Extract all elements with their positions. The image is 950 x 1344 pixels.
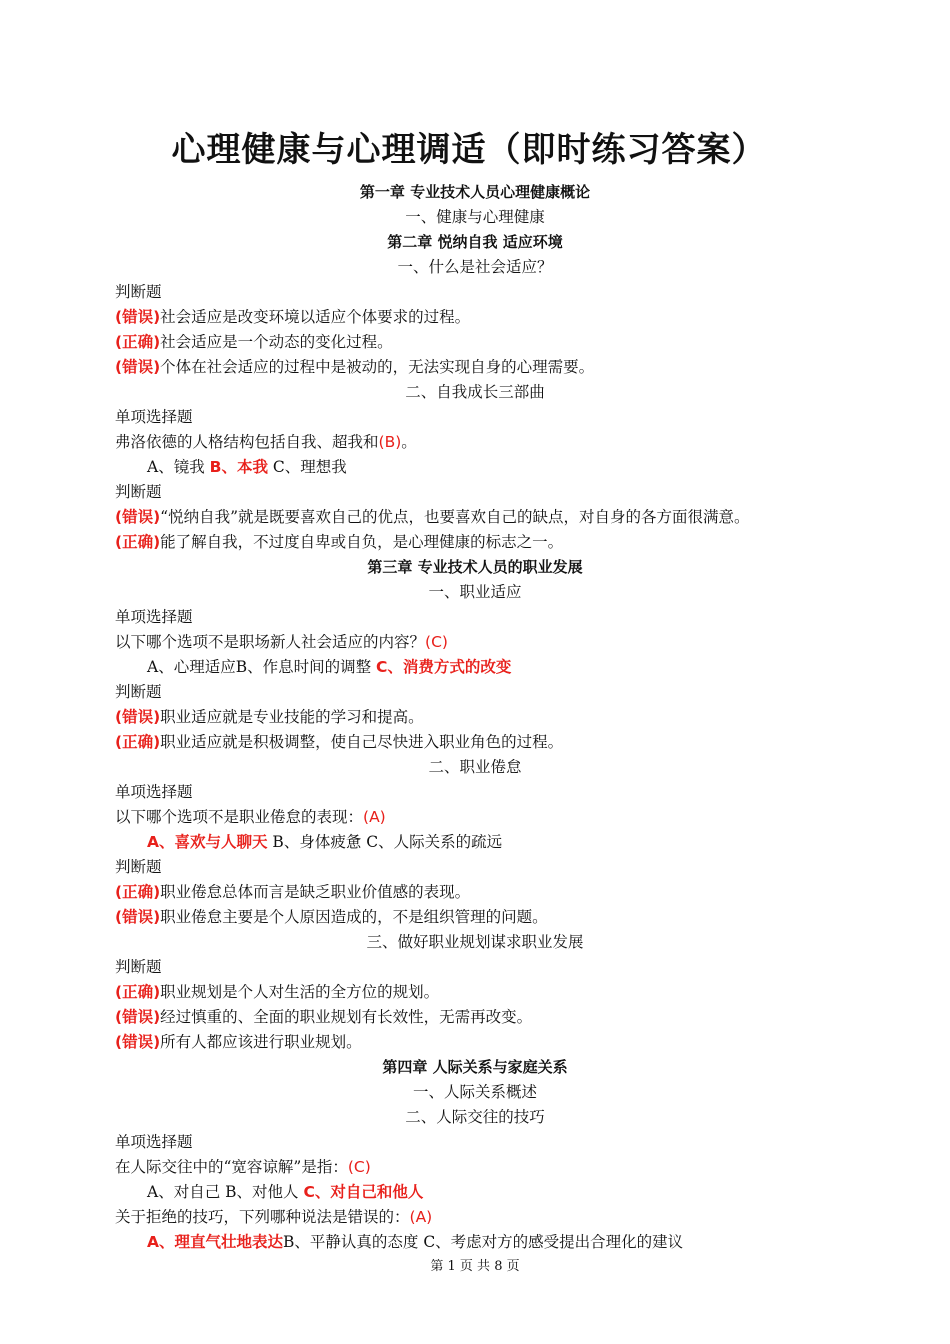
true-false-item <box>115 530 835 555</box>
chapter-2-heading: 第二章 悦纳自我 适应环境 <box>387 233 563 251</box>
page-footer: 第 1 页 共 8 页 <box>430 1259 520 1274</box>
statement-text: 能了解自我，不过度自卑或自负，是心理健康的标志之一。 <box>160 533 564 551</box>
choice-options <box>115 455 835 480</box>
section-heading: 二、自我成长三部曲 <box>405 383 545 401</box>
true-false-item <box>115 705 835 730</box>
choice-question <box>115 630 835 655</box>
choice-options <box>115 1230 835 1255</box>
section-heading: 二、人际交往的技巧 <box>405 1108 545 1126</box>
true-false-item <box>115 730 835 755</box>
statement-text: “悦纳自我”就是既要喜欢自己的优点，也要喜欢自己的缺点，对自身的各方面很满意。 <box>160 508 750 526</box>
question-text: 以下哪个选项不是职场新人社会适应的内容？ <box>115 633 426 651</box>
answer-mark: (C) <box>425 633 448 651</box>
question-text: 以下哪个选项不是职业倦怠的表现： <box>115 808 364 826</box>
answer-mark: (错误) <box>115 908 161 926</box>
statement-text: 职业倦怠主要是个人原因造成的，不是组织管理的问题。 <box>160 908 548 926</box>
question-text: 在人际交往中的“宽容谅解”是指： <box>115 1158 348 1176</box>
true-false-item <box>115 330 835 355</box>
choice-question <box>115 430 835 455</box>
statement-text: 职业适应就是积极调整，使自己尽快进入职业角色的过程。 <box>160 733 564 751</box>
true-false-item <box>115 880 835 905</box>
statement-text: 职业适应就是专业技能的学习和提高。 <box>160 708 424 726</box>
section-heading: 三、做好职业规划谋求职业发展 <box>366 933 584 951</box>
option-correct: C、消费方式的改变 <box>376 658 512 676</box>
answer-mark: (正确) <box>115 733 161 751</box>
question-type-label: 单项选择题 <box>115 783 193 801</box>
statement-text: 职业规划是个人对生活的全方位的规划。 <box>160 983 440 1001</box>
option-correct: A、理直气壮地表达 <box>147 1233 283 1251</box>
true-false-item <box>115 355 835 380</box>
option-correct: B、本我 <box>209 458 268 476</box>
option-ab: A、心理适应B、作息时间的调整 <box>147 658 377 676</box>
true-false-item <box>115 1005 835 1030</box>
statement-text: 所有人都应该进行职业规划。 <box>160 1033 362 1051</box>
answer-mark: (错误) <box>115 308 161 326</box>
answer-mark: (A) <box>409 1208 433 1226</box>
statement-text: 职业倦怠总体而言是缺乏职业价值感的表现。 <box>160 883 471 901</box>
section-heading: 一、什么是社会适应？ <box>397 258 553 276</box>
question-type-label: 判断题 <box>115 483 162 501</box>
true-false-item <box>115 905 835 930</box>
option-c: C、理想我 <box>267 458 347 476</box>
answer-mark: (错误) <box>115 1033 161 1051</box>
option-correct: A、喜欢与人聊天 <box>147 833 268 851</box>
question-type-label: 单项选择题 <box>115 608 193 626</box>
choice-question <box>115 1155 835 1180</box>
question-type-label: 判断题 <box>115 858 162 876</box>
section-heading: 二、职业倦怠 <box>428 758 522 776</box>
question-type-label: 单项选择题 <box>115 408 193 426</box>
question-text: 关于拒绝的技巧，下列哪种说法是错误的： <box>115 1208 410 1226</box>
statement-text: 经过慎重的、全面的职业规划有长效性，无需再改变。 <box>160 1008 533 1026</box>
option-a: A、镜我 <box>147 458 210 476</box>
option-correct: C、对自己和他人 <box>303 1183 424 1201</box>
choice-options <box>115 830 835 855</box>
answer-mark: (正确) <box>115 983 161 1001</box>
answer-mark: (错误) <box>115 1008 161 1026</box>
option-bc: B、平静认真的态度 C、考虑对方的感受提出合理化的建议 <box>283 1233 684 1251</box>
option-ab: A、对自己 B、对他人 <box>147 1183 304 1201</box>
choice-question <box>115 805 835 830</box>
answer-mark: (正确) <box>115 533 161 551</box>
question-type-label: 判断题 <box>115 958 162 976</box>
section-heading: 一、职业适应 <box>428 583 522 601</box>
section-heading: 一、健康与心理健康 <box>405 208 545 226</box>
section-heading: 一、人际关系概述 <box>412 1083 537 1101</box>
answer-mark: (C) <box>347 1158 371 1176</box>
true-false-item <box>115 505 835 530</box>
answer-mark: (正确) <box>115 333 161 351</box>
chapter-1-heading: 第一章 专业技术人员心理健康概论 <box>359 183 591 201</box>
answer-mark: (A) <box>363 808 386 826</box>
answer-mark: (B) <box>378 433 402 451</box>
true-false-item <box>115 1030 835 1055</box>
option-bc: B、身体疲惫 C、人际关系的疏远 <box>267 833 503 851</box>
document-title: 心理健康与心理调适（即时练习答案） <box>171 130 767 170</box>
answer-mark: (正确) <box>115 883 161 901</box>
statement-text: 社会适应是改变环境以适应个体要求的过程。 <box>160 308 471 326</box>
question-end: 。 <box>401 433 417 451</box>
statement-text: 社会适应是一个动态的变化过程。 <box>160 333 393 351</box>
answer-mark: (错误) <box>115 358 161 376</box>
document-content <box>115 124 835 1255</box>
question-type-label: 判断题 <box>115 283 162 301</box>
chapter-3-heading: 第三章 专业技术人员的职业发展 <box>367 558 583 576</box>
question-type-label: 判断题 <box>115 683 162 701</box>
statement-text: 个体在社会适应的过程中是被动的，无法实现自身的心理需要。 <box>160 358 595 376</box>
answer-mark: (错误) <box>115 508 161 526</box>
true-false-item <box>115 305 835 330</box>
chapter-4-heading: 第四章 人际关系与家庭关系 <box>382 1058 568 1076</box>
choice-question <box>115 1205 835 1230</box>
question-text: 弗洛依德的人格结构包括自我、超我和 <box>115 433 379 451</box>
true-false-item <box>115 980 835 1005</box>
answer-mark: (错误) <box>115 708 161 726</box>
question-type-label: 单项选择题 <box>115 1133 193 1151</box>
choice-options <box>115 655 835 680</box>
choice-options <box>115 1180 835 1205</box>
